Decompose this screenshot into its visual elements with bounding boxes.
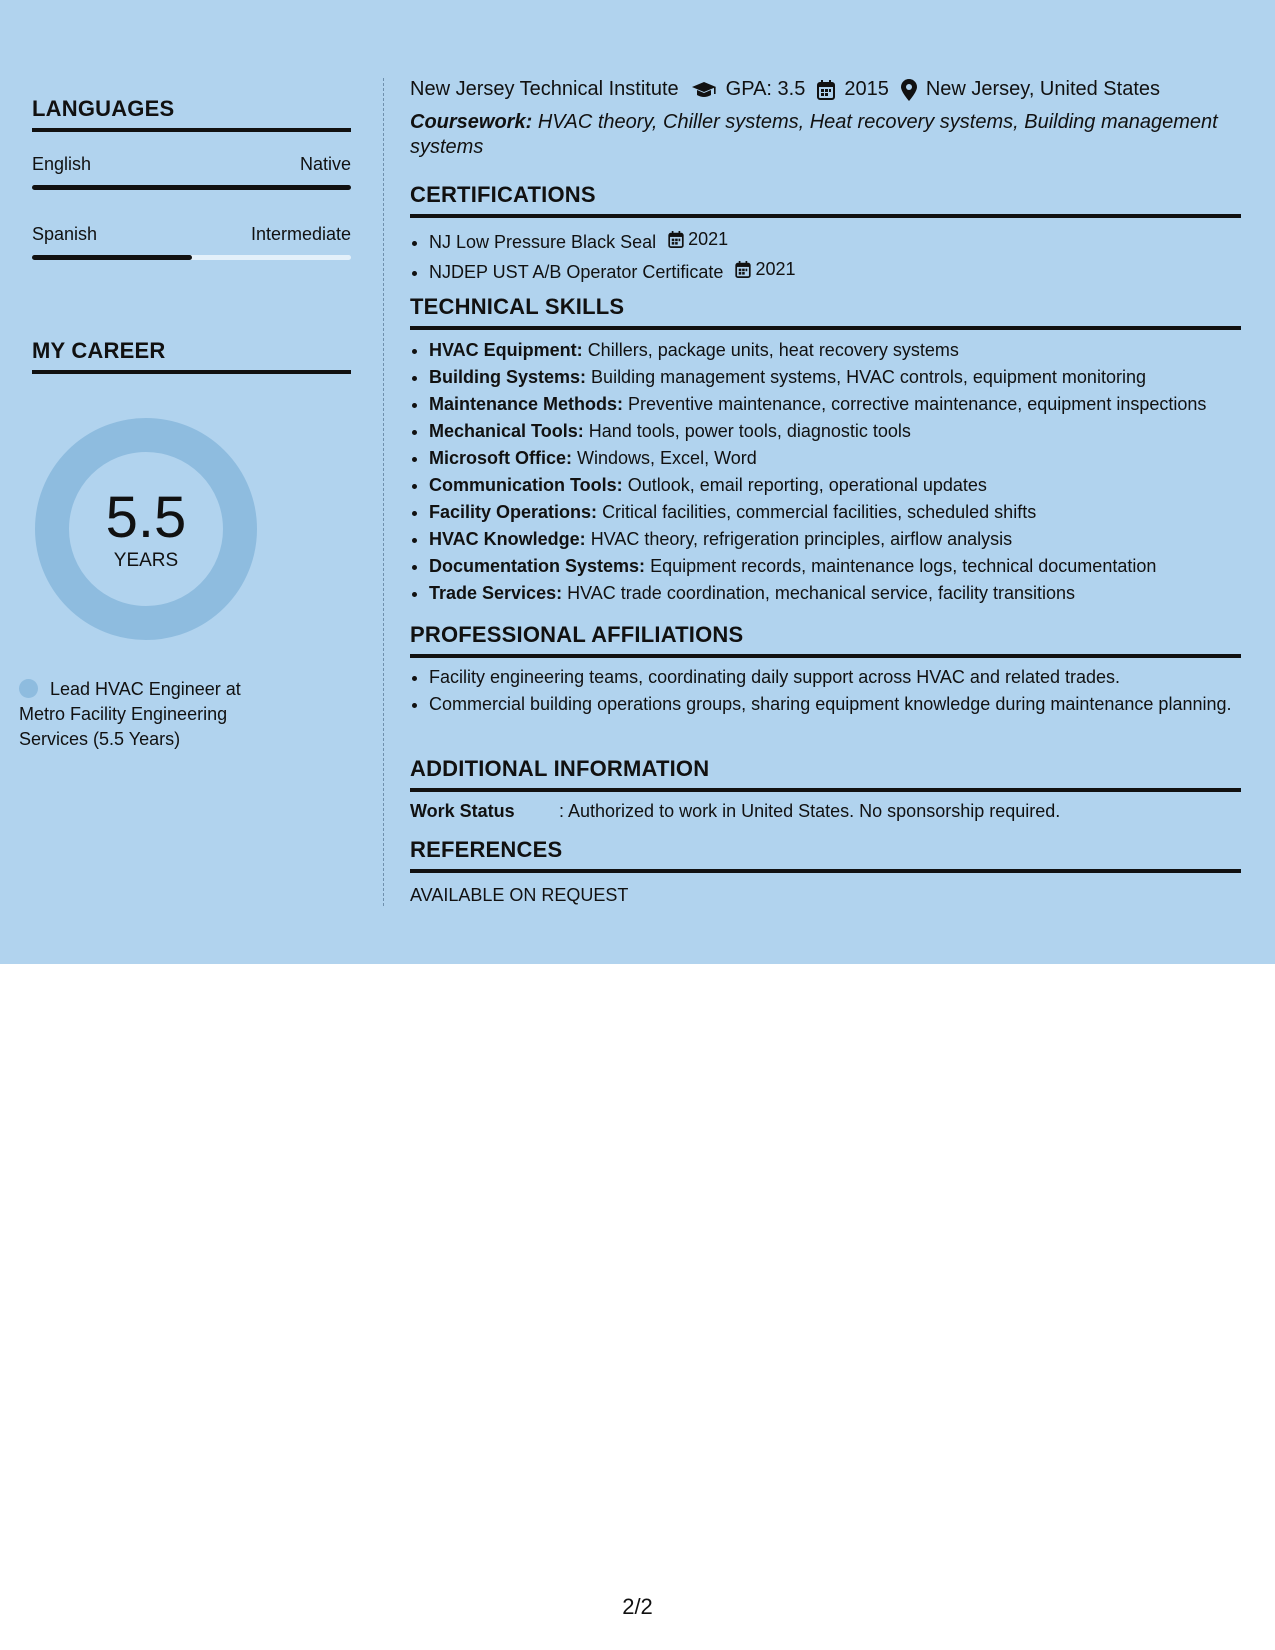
additional-section <box>410 756 1241 822</box>
education-institution: New Jersey Technical Institute <box>410 78 679 100</box>
skills-list <box>410 337 1241 607</box>
education-gpa: GPA: 3.5 <box>725 78 806 100</box>
skill-label: HVAC Knowledge: <box>429 529 586 549</box>
certifications-list <box>410 226 1241 286</box>
skill-text: Equipment records, maintenance logs, technical documentation <box>650 556 1157 576</box>
cert-year: 2021 <box>755 259 796 279</box>
skill-text: Building management systems, HVAC controls, equipment monitoring <box>591 367 1146 387</box>
references-title: REFERENCES <box>410 837 1241 873</box>
education-line <box>410 78 1160 101</box>
language-proficiency-fill <box>32 255 192 260</box>
affiliations-title: PROFESSIONAL AFFILIATIONS <box>410 622 1241 658</box>
skill-label: Communication Tools: <box>429 475 623 495</box>
skill-label: Mechanical Tools: <box>429 421 584 441</box>
skill-label: Building Systems: <box>429 367 587 387</box>
education-coursework <box>410 110 1241 160</box>
calendar-icon <box>668 231 684 248</box>
career-unit: YEARS <box>113 550 179 571</box>
skill-text: Chillers, package units, heat recovery systems <box>587 340 959 360</box>
skill-text: Preventive maintenance, corrective maintenance, equipment inspections <box>628 394 1207 414</box>
language-name: Spanish <box>32 224 98 244</box>
certifications-section <box>410 182 1241 286</box>
skill-item <box>429 526 1241 553</box>
career-entry <box>19 677 279 752</box>
skill-item <box>429 553 1241 580</box>
languages-title: LANGUAGES <box>32 96 351 132</box>
career-entry-text: Lead HVAC Engineer at Metro Facility Engineering Services (5.5 Years) <box>19 679 241 749</box>
affiliations-list <box>410 665 1241 717</box>
skills-title: TECHNICAL SKILLS <box>410 294 1241 330</box>
skill-text: Hand tools, power tools, diagnostic tools <box>588 421 911 441</box>
language-level: Intermediate <box>250 224 351 244</box>
cert-date <box>668 226 728 253</box>
graduation-cap-icon <box>691 81 717 99</box>
references-text: AVAILABLE ON REQUEST <box>410 885 629 905</box>
list-item <box>429 256 1241 286</box>
additional-title: ADDITIONAL INFORMATION <box>410 756 1241 792</box>
career-dot-icon <box>19 679 38 698</box>
skill-text: Outlook, email reporting, operational updates <box>627 475 987 495</box>
list-item <box>429 226 1241 256</box>
skill-label: Facility Operations: <box>429 502 598 522</box>
language-level: Native <box>299 154 351 174</box>
certifications-title: CERTIFICATIONS <box>410 182 1241 218</box>
calendar-icon <box>817 80 835 100</box>
language-item-spanish <box>32 224 351 260</box>
skill-item <box>429 499 1241 526</box>
language-name: English <box>32 154 92 174</box>
page-number: 2/2 <box>622 1594 653 1619</box>
skill-item <box>429 337 1241 364</box>
cert-name: NJDEP UST A/B Operator Certificate <box>429 262 724 282</box>
coursework-label: Coursework: <box>410 111 533 133</box>
work-status-value: : Authorized to work in United States. No sponsorship required. <box>559 801 1061 821</box>
skill-item <box>429 364 1241 391</box>
skill-label: HVAC Equipment: <box>429 340 583 360</box>
list-item: • Facility engineering teams, coordinating daily support across HVAC and related trades. <box>429 665 1241 690</box>
education-year: 2015 <box>844 78 889 100</box>
skill-label: Maintenance Methods: <box>429 394 624 414</box>
skills-section <box>410 294 1241 607</box>
affiliations-section <box>410 622 1241 717</box>
calendar-icon <box>735 261 751 278</box>
education-location: New Jersey, United States <box>925 78 1160 100</box>
coursework-text: HVAC theory, Chiller systems, Heat recovery systems, Building management systems <box>410 111 1218 158</box>
language-proficiency-fill <box>32 185 351 190</box>
skill-item <box>429 580 1241 607</box>
cert-name: NJ Low Pressure Black Seal <box>429 232 657 252</box>
skill-label: Trade Services: <box>429 583 563 603</box>
work-status-label: Work Status <box>410 801 515 821</box>
skill-item <box>429 445 1241 472</box>
map-pin-icon <box>901 79 917 101</box>
skill-label: Documentation Systems: <box>429 556 646 576</box>
references-section <box>410 837 1241 906</box>
work-status <box>410 801 1241 822</box>
cert-year: 2021 <box>688 229 729 249</box>
column-divider <box>383 78 384 906</box>
career-title: MY CAREER <box>32 338 351 374</box>
list-item: • Commercial building operations groups, sharing equipment knowledge during maintenance planning. <box>429 692 1241 717</box>
skill-text: Windows, Excel, Word <box>577 448 757 468</box>
skill-item <box>429 391 1241 418</box>
career-total: 5.5 <box>105 485 187 550</box>
language-item-english <box>32 154 351 190</box>
skill-item <box>429 418 1241 445</box>
cert-date <box>735 256 795 283</box>
skill-label: Microsoft Office: <box>429 448 573 468</box>
language-proficiency-bar <box>32 255 351 260</box>
skill-text: Critical facilities, commercial facilities, scheduled shifts <box>602 502 1037 522</box>
skill-text: HVAC theory, refrigeration principles, airflow analysis <box>590 529 1013 549</box>
skill-text: HVAC trade coordination, mechanical service, facility transitions <box>567 583 1075 603</box>
language-proficiency-bar <box>32 185 351 190</box>
skill-item <box>429 472 1241 499</box>
